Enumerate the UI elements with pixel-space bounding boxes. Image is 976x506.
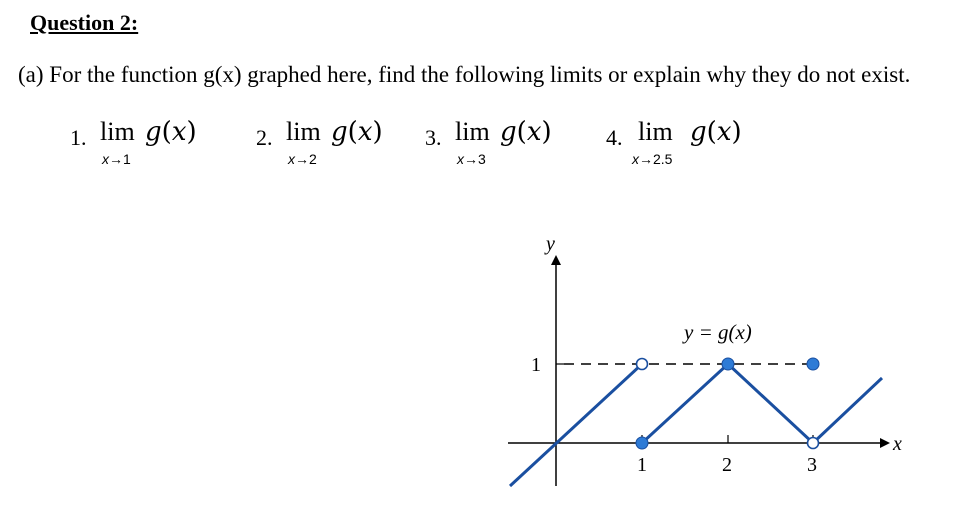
- limit-function: g(x): [331, 117, 383, 147]
- question-heading: Question 2:: [30, 10, 139, 35]
- y-tick-label-1: 1: [531, 354, 541, 376]
- graph-segment: [813, 378, 882, 443]
- x-tick-label-3: 3: [807, 454, 817, 476]
- limit-subscript: x→2.5: [632, 151, 673, 167]
- question-prompt: (a) For the function g(x) graphed here, find the following limits or explain why they do not exist.: [18, 62, 911, 87]
- limit-subscript: x→3: [457, 151, 486, 167]
- limit-subscript: x→2: [288, 151, 317, 167]
- graph-segment: [510, 364, 642, 486]
- limit-lim: lim: [638, 117, 673, 146]
- function-label: y = g(x): [684, 320, 752, 344]
- x-tick-label-1: 1: [637, 454, 647, 476]
- limit-function: g(x): [690, 117, 742, 147]
- limit-function: g(x): [500, 117, 552, 147]
- limit-lim: lim: [455, 117, 490, 146]
- limit-number: 3.: [425, 125, 442, 150]
- filled-point-3-1: [807, 358, 819, 370]
- open-point-3-0: [808, 438, 819, 449]
- open-point-1-1: [637, 359, 648, 370]
- limit-lim: lim: [100, 117, 135, 146]
- x-axis-label: x: [893, 433, 902, 455]
- limit-subscript: x→1: [102, 151, 131, 167]
- limit-lim: lim: [286, 117, 321, 146]
- filled-point-1-0: [636, 437, 648, 449]
- limit-number: 2.: [256, 125, 273, 150]
- graph-segment: [642, 364, 728, 443]
- limit-function: g(x): [145, 117, 197, 147]
- graph-segment: [728, 364, 813, 443]
- limit-number: 1.: [70, 125, 87, 150]
- y-axis-label: y: [546, 233, 555, 255]
- filled-point-2-1: [722, 358, 734, 370]
- limit-number: 4.: [606, 125, 623, 150]
- x-tick-label-2: 2: [722, 454, 732, 476]
